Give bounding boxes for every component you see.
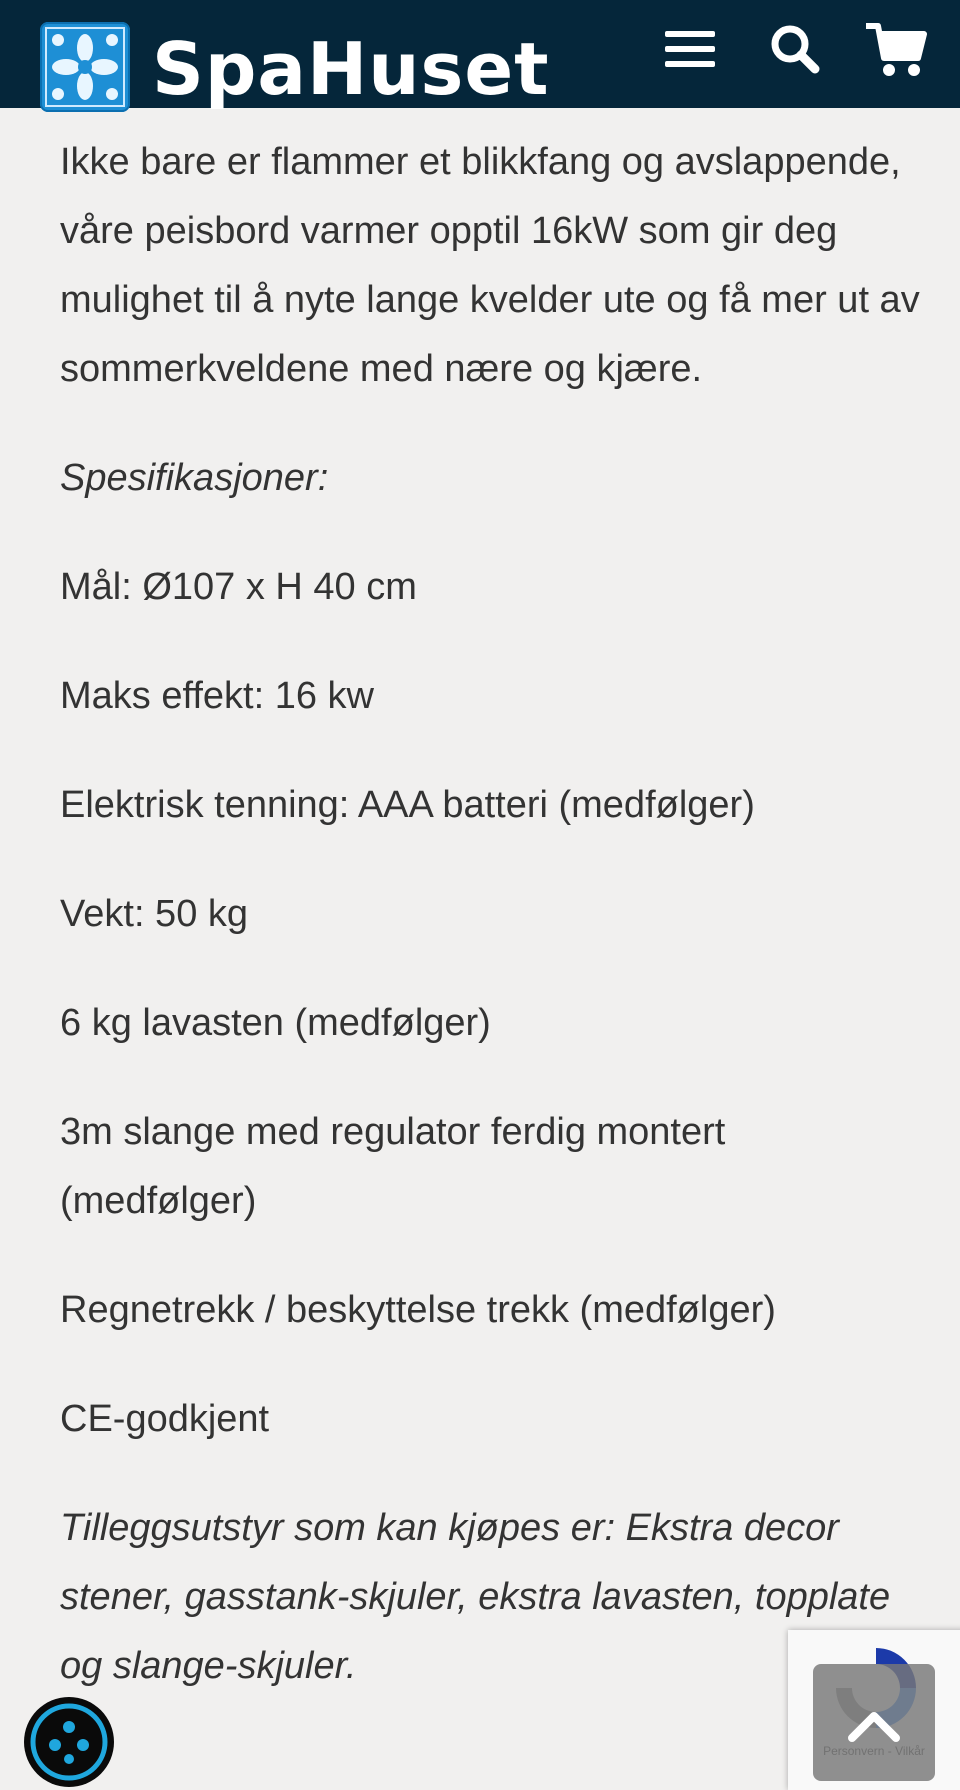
chevron-up-icon	[813, 1664, 935, 1781]
search-icon[interactable]	[760, 14, 830, 84]
extras-text: Tilleggsutstyr som kan kjøpes er: Ekstra decor stener, gasstank-skjuler, ekstra lavasten, topplate og slange-skjuler.	[60, 1507, 891, 1687]
intro-text: Ikke bare er flammer et blikkfang og avslappende, våre peisbord varmer opptil 16kW som gir deg mulighet til å nyte lange kvelder ute og få mer ut av sommerkveldene med nære og kjære.	[60, 141, 920, 390]
cookie-icon[interactable]	[24, 1697, 114, 1787]
spec-item: Mål: Ø107 x H 40 cm	[60, 566, 417, 608]
spec-item: CE-godkjent	[60, 1398, 270, 1440]
spec-item: Vekt: 50 kg	[60, 893, 249, 935]
cart-icon[interactable]	[862, 14, 932, 84]
site-header	[0, 0, 960, 111]
brand-name[interactable]: SpaHuset	[152, 27, 550, 111]
product-description	[60, 128, 920, 1701]
back-to-top-button[interactable]	[813, 1664, 935, 1781]
spec-item: 3m slange med regulator ferdig montert (medfølger)	[60, 1111, 726, 1222]
tile-logo-icon[interactable]	[40, 22, 130, 112]
specs-heading: Spesifikasjoner:	[60, 457, 329, 499]
spec-item: Regnetrekk / beskyttelse trekk (medfølger)	[60, 1289, 776, 1331]
spec-item: 6 kg lavasten (medfølger)	[60, 1002, 491, 1044]
spec-item: Maks effekt: 16 kw	[60, 675, 374, 717]
hamburger-icon[interactable]	[655, 14, 725, 84]
spec-item: Elektrisk tenning: AAA batteri (medfølger)	[60, 784, 755, 826]
